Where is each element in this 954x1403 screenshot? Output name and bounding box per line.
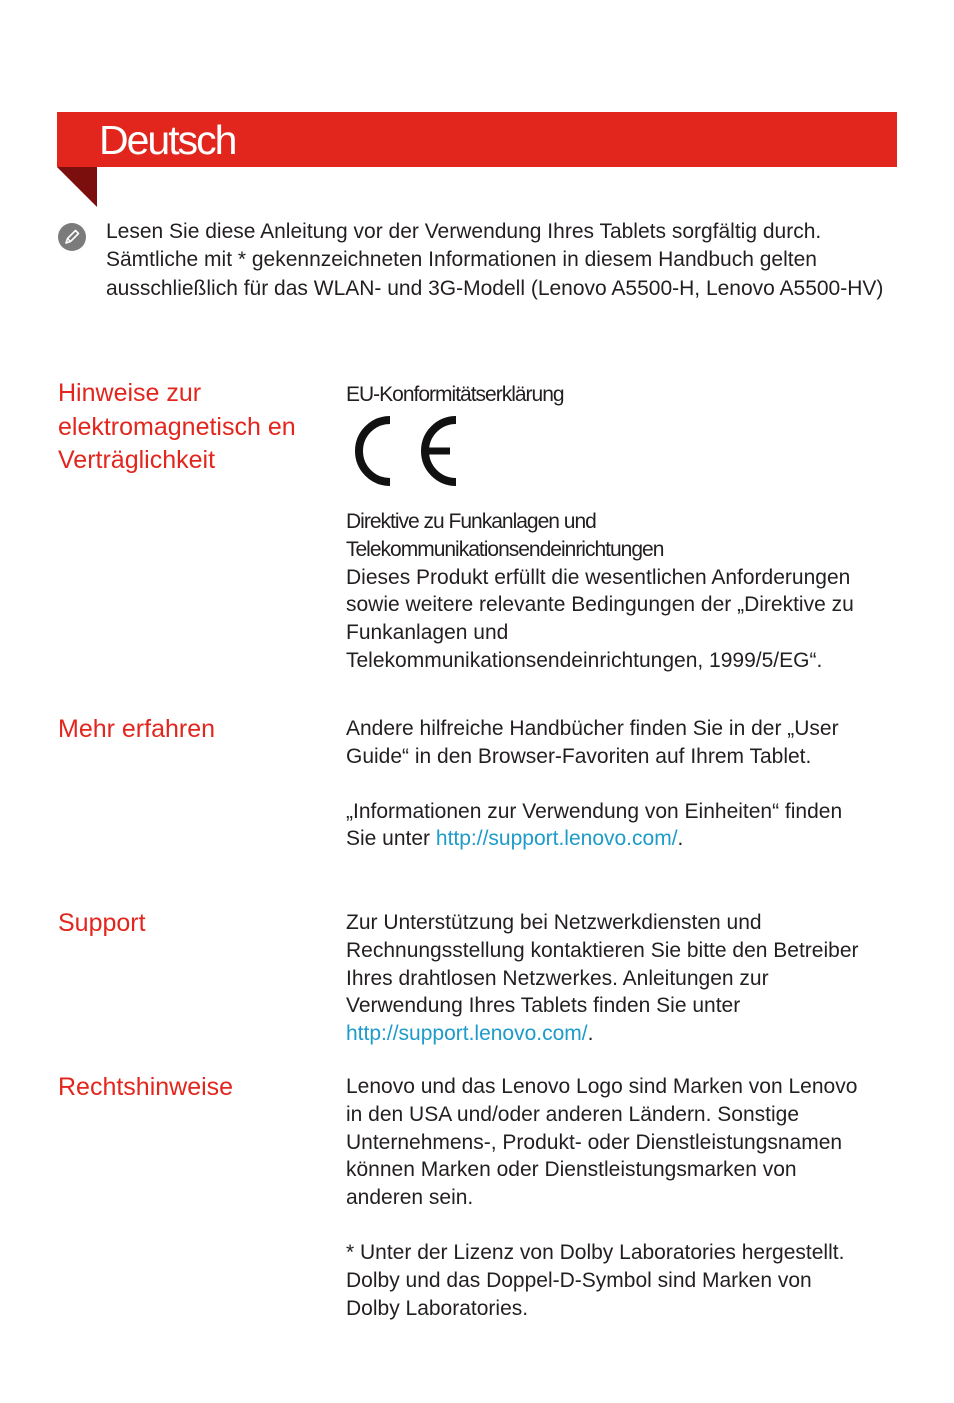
banner-fold-decoration xyxy=(57,167,97,207)
note-line-1: Lesen Sie diese Anleitung vor der Verwendung Ihres Tablets sorgfältig durch. xyxy=(106,220,822,243)
legal-content xyxy=(346,1073,866,1322)
learn-more-content xyxy=(346,715,866,853)
support-link[interactable]: http://support.lenovo.com/ xyxy=(435,827,678,851)
directive-title: Direktive zu Funkanlagen und Telekommunikationsendeinrichtungen xyxy=(346,510,664,561)
ce-mark-icon xyxy=(346,412,462,490)
learn-more-para-2-end: . xyxy=(677,827,684,851)
support-content xyxy=(346,909,866,1048)
legal-para-2: * Unter der Lizenz von Dolby Laboratories hergestellt. Dolby und das Doppel-D-Symbol sind Marken von Dolby Laboratories. xyxy=(346,1240,845,1320)
support-text-end: . xyxy=(587,1022,594,1046)
directive-block xyxy=(346,508,866,675)
support-heading: Support xyxy=(58,909,146,937)
page-title: Deutsch xyxy=(99,117,236,163)
language-banner xyxy=(57,112,897,167)
pencil-icon xyxy=(57,222,87,252)
note-text xyxy=(106,218,896,303)
learn-more-para-2-text: „Informationen zur Verwendung von Einheiten“ finden Sie unter xyxy=(346,799,843,851)
support-text xyxy=(346,909,866,1048)
eu-declaration-title xyxy=(346,381,866,409)
directive-text: Dieses Produkt erfüllt die wesentlichen Anforderungen sowie weitere relevante Bedingungen der „Direktive zu Funkanlagen und Telekommunikationsendeinrichtungen, 1999/5/EG“. xyxy=(346,565,854,672)
support-link-2[interactable]: http://support.lenovo.com/ xyxy=(346,1022,588,1046)
note-line-2: Sämtliche mit * gekennzeichneten Informationen in diesem Handbuch gelten ausschließlich für das WLAN- und 3G-Modell (Lenovo A5500-H, Lenovo A5500-HV) xyxy=(106,248,884,300)
learn-more-para-1: Andere hilfreiche Handbücher finden Sie in der „User Guide“ in den Browser-Favoriten auf Ihrem Tablet. xyxy=(346,717,839,768)
learn-more-heading: Mehr erfahren xyxy=(58,715,216,743)
declaration-title: EU-Konformitätserklärung xyxy=(346,383,564,406)
learn-more-para-2 xyxy=(346,798,866,854)
support-text-body: Zur Unterstützung bei Netzwerkdiensten und Rechnungsstellung kontaktieren Sie bitte den Betreiber Ihres drahtlosen Netzwerkes. Anleitungen zur Verwendung Ihres Tablets finden Sie unter xyxy=(346,911,859,1018)
legal-para-1: Lenovo und das Lenovo Logo sind Marken von Lenovo in den USA und/oder anderen Ländern. Sonstige Unternehmens-, Produkt- oder Dienstleistungsnamen können Marken oder Dienstleistungsmarken von anderen sein. xyxy=(346,1075,858,1210)
legal-heading: Rechtshinweise xyxy=(58,1073,234,1101)
emc-heading: Hinweise zur elektromagnetisch en Verträglichkeit xyxy=(58,379,296,474)
